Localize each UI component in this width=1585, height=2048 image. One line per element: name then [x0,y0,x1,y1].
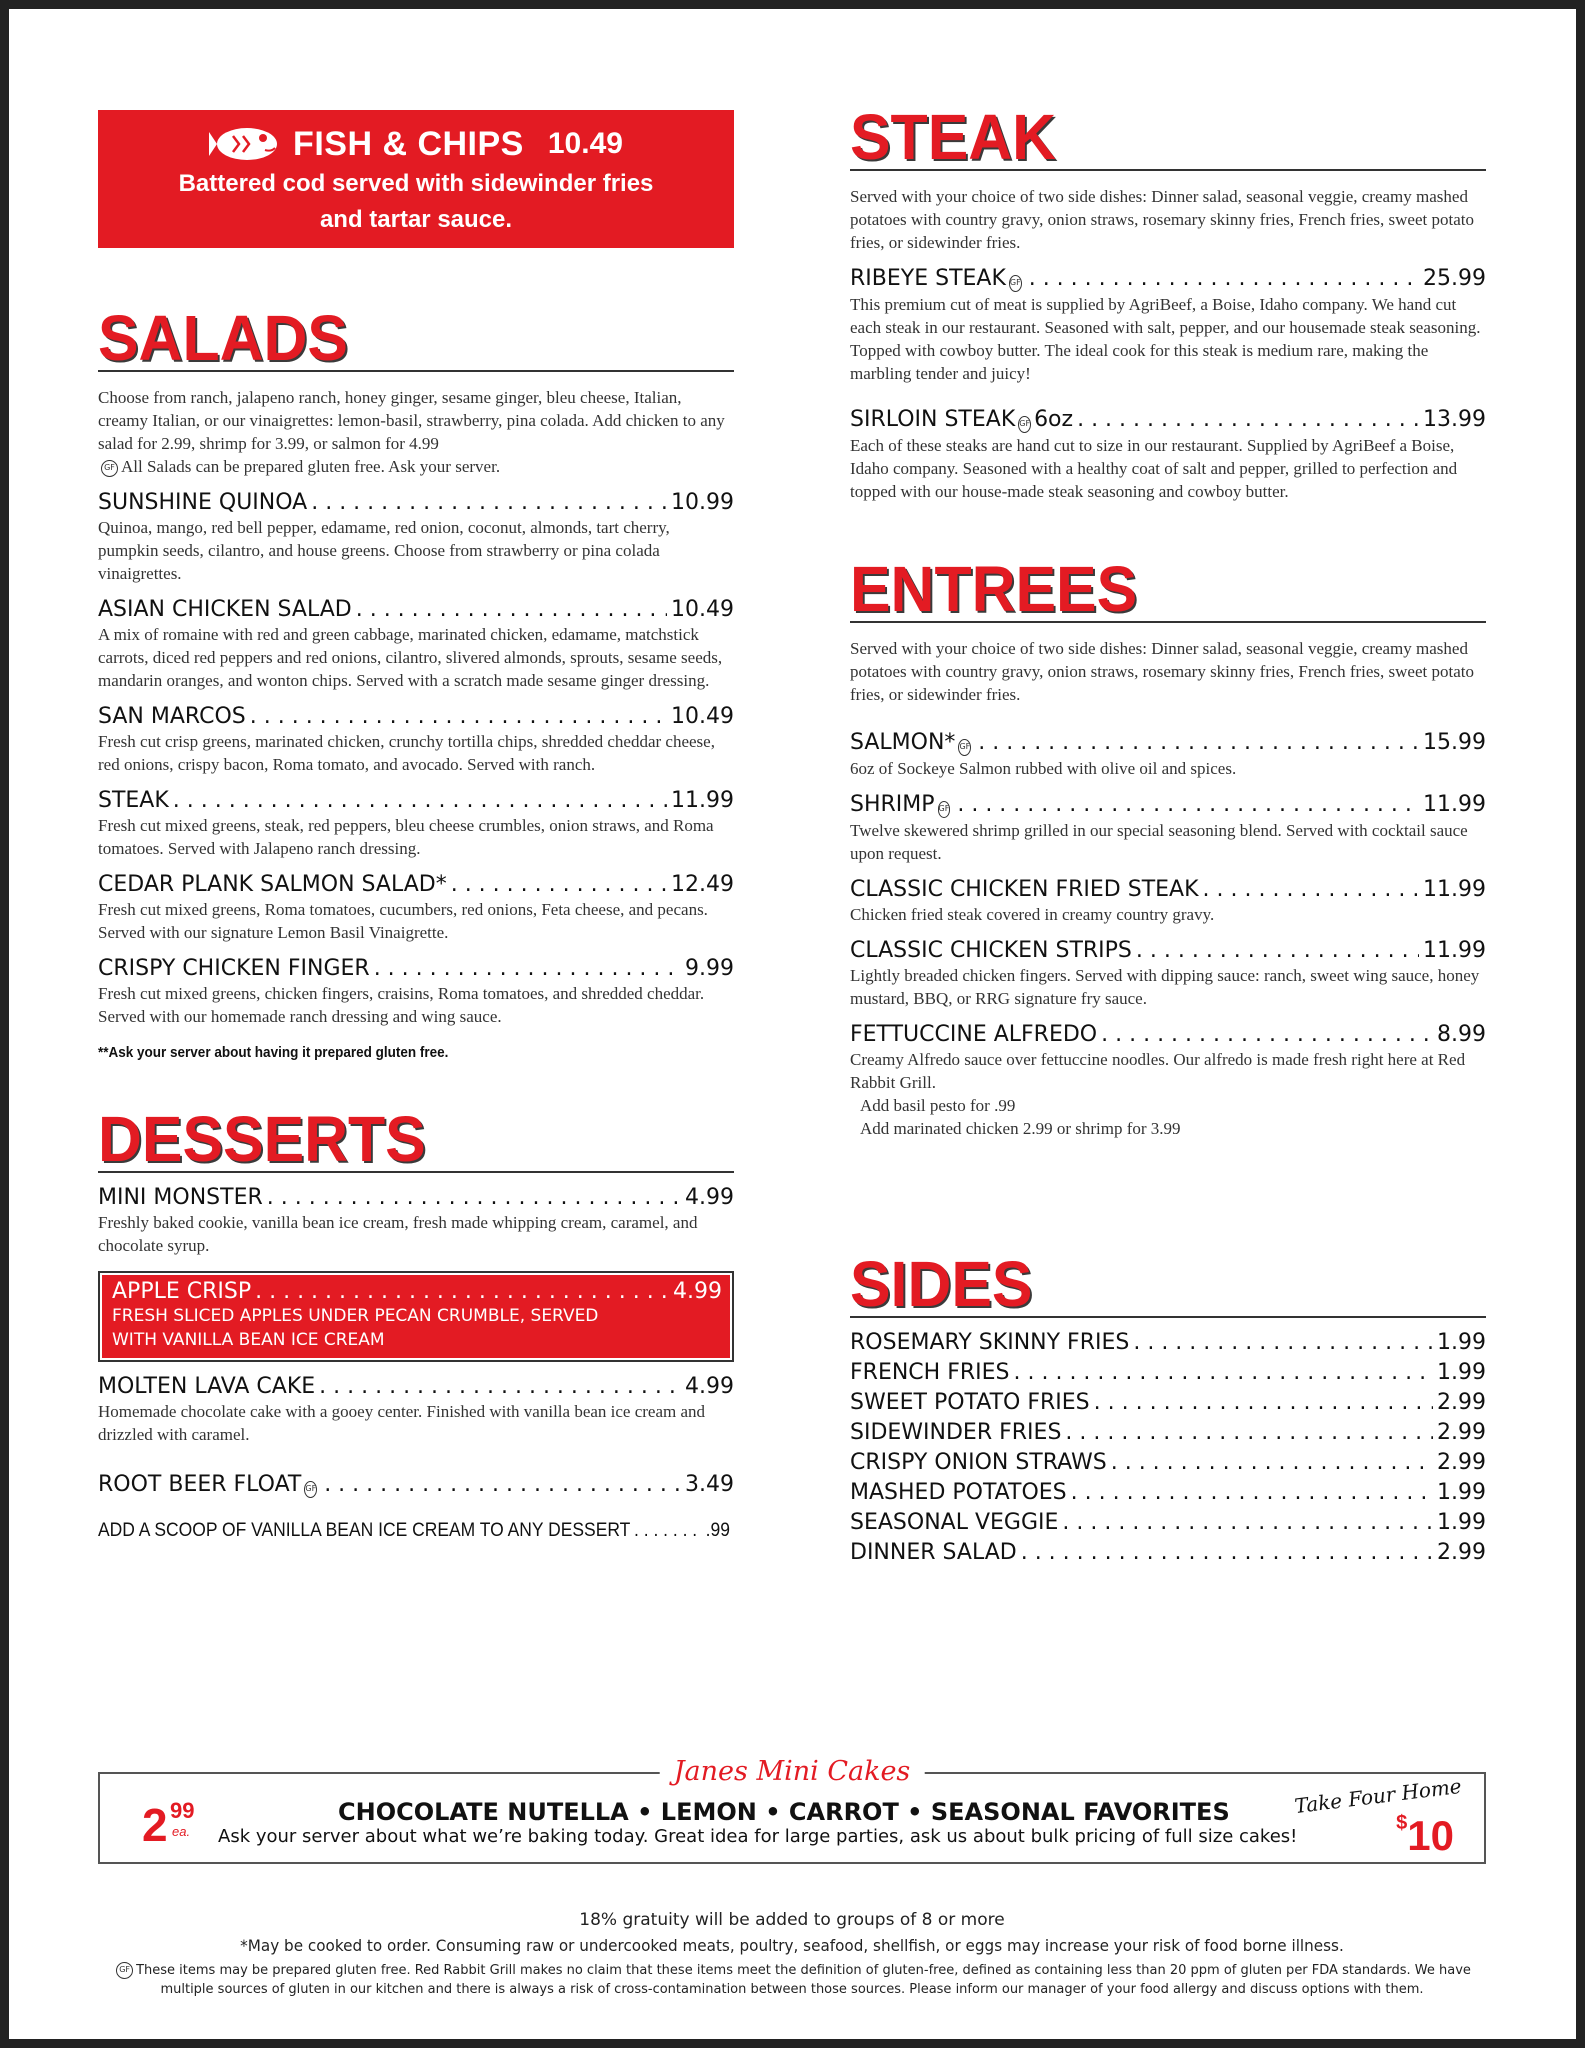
item-description: Twelve skewered shrimp grilled in our special seasoning blend. Served with cocktail sauce upon request. [850,821,1468,863]
menu-item [98,490,734,585]
leader-dots [1029,266,1419,291]
item-description: 6oz of Sockeye Salmon rubbed with olive oil and spices. [850,759,1237,778]
leader-dots [1077,407,1419,432]
leader-dots [319,1374,681,1399]
leader-dots [1203,877,1419,902]
fish-chips-banner [98,110,734,248]
item-price: 9.99 [685,956,734,981]
item-price: 2.99 [1437,1450,1486,1475]
menu-item [850,1022,1486,1140]
mini-cakes-flavors: CHOCOLATE NUTELLA • LEMON • CARROT • SEASONAL FAVORITES [338,1798,1230,1826]
gluten-free-icon: GF [101,460,118,477]
leader-dots [1021,1540,1433,1565]
side-item [850,1390,1486,1415]
item-name: SIRLOIN STEAK [850,407,1016,432]
item-description: Fresh cut mixed greens, chicken fingers, craisins, Roma tomatoes, and shredded cheddar. Served with our homemade ranch dressing and wing sauce. [98,984,705,1026]
side-item [850,1360,1486,1385]
salads-intro [98,386,734,478]
side-item [850,1420,1486,1445]
food-safety-warning: *May be cooked to order. Consuming raw or undercooked meats, poultry, seafood, shellfish, or eggs may increase your risk of food borne illness. [240,1936,1344,1955]
steak-intro: Served with your choice of two side dishes: Dinner salad, seasonal veggie, creamy mashed potatoes with country gravy, onion straws, rosemary skinny fries, French fries, sweet potato fries, or sidewinder fries. [850,187,1474,252]
item-description: Each of these steaks are hand cut to size in our restaurant. Supplied by AgriBeef a Boise, Idaho company. Seasoned with a healthy coat of salt and pepper, grilled to perfection and topped with our house-made steak seasoning and cowboy butter. [850,436,1458,501]
side-item [850,1330,1486,1355]
leader-dots [1065,1420,1433,1445]
item-name: MINI MONSTER [98,1185,263,1210]
fish-icon [209,124,283,164]
item-price: 10.49 [671,704,734,729]
take-four-home: Take Four Home [1293,1773,1463,1819]
menu-item [98,872,734,944]
item-name: APPLE CRISP [112,1279,252,1304]
leader-dots [1062,1510,1433,1535]
menu-item [98,1185,734,1257]
item-name: CRISPY CHICKEN FINGER [98,956,370,981]
leader-dots [978,730,1419,755]
mini-cakes-price [142,1798,195,1852]
fish-chips-desc-1: Battered cod served with sidewinder fries [178,170,654,197]
item-name: DINNER SALAD [850,1540,1017,1565]
leader-dots [1014,1360,1434,1385]
item-price: 25.99 [1423,266,1486,291]
item-description: Fresh cut mixed greens, steak, red peppers, bleu cheese crumbles, onion straws, and Roma tomatoes. Served with Jalapeno ranch dressing. [98,816,714,858]
item-name: RIBEYE STEAK [850,266,1006,291]
gratuity-notice: 18% gratuity will be added to groups of 8 or more [579,1910,1005,1930]
salads-footnote: **Ask your server about having it prepared gluten free. [98,1044,449,1061]
desserts-heading-row [98,1103,734,1175]
apple-crisp-desc-2: WITH VANILLA BEAN ICE CREAM [112,1330,385,1350]
apple-crisp-desc-1: FRESH SLICED APPLES UNDER PECAN CRUMBLE, SERVED [112,1306,599,1326]
dollar-sign: $ [1396,1812,1408,1834]
item-price: 4.99 [685,1185,734,1210]
take-four-price [1396,1812,1454,1860]
item-price: 11.99 [1423,938,1486,963]
gluten-free-icon: GF [304,1481,317,1498]
item-price: 12.49 [671,872,734,897]
left-column [98,110,734,1542]
sides-list [850,1330,1486,1565]
leader-dots [173,788,667,813]
gluten-free-disclaimer [98,1961,1486,1999]
item-name: SIDEWINDER FRIES [850,1420,1062,1445]
salads-gf-note: All Salads can be prepared gluten free. Ask your server. [121,457,501,476]
menu-item [850,877,1486,926]
item-price: 1.99 [1437,1360,1486,1385]
steak-heading-row [850,101,1486,173]
item-price: 2.99 [1437,1390,1486,1415]
menu-item [98,597,734,692]
leader-dots [634,1520,702,1542]
item-description: Quinoa, mango, red bell pepper, edamame, red onion, coconut, almonds, tart cherry, pumpkin seeds, cilantro, and house greens. Choose from strawberry or pina colada vinaigrettes. [98,518,670,583]
item-description: Freshly baked cookie, vanilla bean ice cream, fresh made whipping cream, caramel, and chocolate syrup. [98,1213,698,1255]
item-price: 15.99 [1423,730,1486,755]
desserts-heading: DESSERTS [98,1103,426,1175]
side-item [850,1450,1486,1475]
menu-item [850,730,1486,780]
item-price: 1.99 [1437,1510,1486,1535]
item-name: ROSEMARY SKINNY FRIES [850,1330,1130,1355]
footer [98,1910,1486,1999]
item-name: FRENCH FRIES [850,1360,1010,1385]
leader-dots [311,490,667,515]
fish-chips-desc-2: and tartar sauce. [319,206,513,233]
item-name: CLASSIC CHICKEN FRIED STEAK [850,877,1199,902]
item-price: 1.99 [1437,1330,1486,1355]
leader-dots [267,1185,681,1210]
menu-item [98,704,734,776]
apple-crisp-feature [98,1271,734,1362]
item-name: SWEET POTATO FRIES [850,1390,1090,1415]
menu-item [850,266,1486,385]
menu-item [850,792,1486,865]
take-four-amount: 10 [1407,1812,1454,1859]
leader-dots [374,956,681,981]
item-price: 10.49 [671,597,734,622]
item-description: Fresh cut mixed greens, Roma tomatoes, cucumbers, red onions, Feta cheese, and pecans. Served with our signature Lemon Basil Vinaigrette. [98,900,708,942]
alfredo-addon-protein: Add marinated chicken 2.99 or shrimp for 3.99 [860,1119,1181,1138]
item-price: 4.99 [673,1279,722,1304]
entrees-heading-row [850,553,1486,625]
price-cents: 99 [170,1798,195,1823]
item-description: Chicken fried steak covered in creamy country gravy. [850,905,1215,924]
sides-heading-row [850,1248,1486,1320]
item-name: SALMON* [850,730,956,755]
item-name: SUNSHINE QUINOA [98,490,308,515]
item-name: STEAK [98,788,169,813]
item-price: 11.99 [1423,792,1486,817]
gluten-free-icon: GF [116,1962,133,1979]
item-size: 6oz [1034,407,1074,432]
item-name: SAN MARCOS [98,704,246,729]
fish-chips-title: FISH & CHIPS [293,124,524,163]
price-each: ea. [172,1824,191,1839]
entrees-intro: Served with your choice of two side dishes: Dinner salad, seasonal veggie, creamy mashed potatoes with country gravy, onion straws, rosemary skinny fries, French fries, sweet potato fries, or sidewinder fries. [850,639,1474,704]
leader-dots [1111,1450,1433,1475]
right-column [850,101,1486,1565]
leader-dots [324,1472,681,1497]
mini-cakes-box [98,1756,1486,1864]
item-price: 3.49 [685,1472,734,1497]
gluten-free-icon: GF [1009,275,1022,292]
menu-item [98,1374,734,1446]
fish-chips-price: 10.49 [547,127,623,160]
sides-heading: SIDES [850,1248,1033,1320]
salads-heading-row [98,302,734,374]
mini-cakes-ask: Ask your server about what we’re baking today. Great idea for large parties, ask us about bulk pricing of full size cakes! [218,1826,1298,1847]
leader-dots [255,1279,669,1304]
item-description: Homemade chocolate cake with a gooey center. Finished with vanilla bean ice cream and drizzled with caramel. [98,1402,706,1444]
item-price: 2.99 [1437,1540,1486,1565]
item-name: SEASONAL VEGGIE [850,1510,1059,1535]
addon-text: ADD A SCOOP OF VANILLA BEAN ICE CREAM TO ANY DESSERT [98,1520,631,1541]
item-price: 8.99 [1437,1022,1486,1047]
gf-disclaimer-text: These items may be prepared gluten free. Red Rabbit Grill makes no claim that these items meet the definition of gluten-free, defined as containing less than 20 ppm of gluten per FDA standards. We have multiple sources of gluten in our kitchen and there is always a risk of cross-contamination between those sources. Please inform our manager of your food allergy and discuss options with them. [136,1963,1471,1997]
leader-dots [1071,1480,1433,1505]
item-description: Creamy Alfredo sauce over fettuccine noodles. Our alfredo is made fresh right here at Red Rabbit Grill. [850,1050,1466,1092]
item-description: A mix of romaine with red and green cabbage, marinated chicken, edamame, matchstick carrots, diced red peppers and red onions, cilantro, slivered almonds, sprouts, sesame seeds, mandarin oranges, and wonton chips. Served with a scratch made sesame ginger dressing. [98,625,723,690]
item-price: 10.99 [671,490,734,515]
leader-dots [1133,1330,1433,1355]
item-name: CEDAR PLANK SALMON SALAD* [98,872,447,897]
item-price: 4.99 [685,1374,734,1399]
item-name: MOLTEN LAVA CAKE [98,1374,316,1399]
item-name: ASIAN CHICKEN SALAD [98,597,352,622]
menu-item [850,938,1486,1010]
leader-dots [957,792,1419,817]
item-price: 2.99 [1437,1420,1486,1445]
salads-heading: SALADS [98,302,348,374]
steak-heading: STEAK [850,101,1057,173]
item-price: 11.99 [671,788,734,813]
gluten-free-icon: GF [1018,416,1031,433]
gluten-free-icon: GF [958,739,971,756]
menu-item [98,1472,734,1498]
item-name: SHRIMP [850,792,935,817]
item-description: Fresh cut crisp greens, marinated chicken, crunchy tortilla chips, shredded cheddar cheese, red onions, crispy bacon, Roma tomato, and avocado. Served with ranch. [98,732,715,774]
item-name: MASHED POTATOES [850,1480,1067,1505]
mini-cakes-title: Janes Mini Cakes [660,1756,925,1787]
item-name: ROOT BEER FLOAT [98,1472,302,1497]
salads-intro-text: Choose from ranch, jalapeno ranch, honey ginger, sesame ginger, bleu cheese, Italian, creamy Italian, or our vinaigrettes: lemon-basil, strawberry, pina colada. Add chicken to any salad for 2.99, shrimp for 3.99, or salmon for 4.99 [98,388,725,453]
side-item [850,1480,1486,1505]
price-dollars: 2 [142,1799,168,1851]
gluten-free-icon: GF [938,801,951,818]
item-price: 13.99 [1423,407,1486,432]
alfredo-addon-pesto: Add basil pesto for .99 [860,1096,1016,1115]
dessert-addon [98,1520,730,1542]
menu-item [98,956,734,1028]
item-price: 11.99 [1423,877,1486,902]
item-name: CLASSIC CHICKEN STRIPS [850,938,1132,963]
addon-price: .99 [705,1520,730,1541]
side-item [850,1510,1486,1535]
item-name: FETTUCCINE ALFREDO [850,1022,1098,1047]
item-description: Lightly breaded chicken fingers. Served with dipping sauce: ranch, sweet wing sauce, honey mustard, BBQ, or RRG signature fry sauce. [850,966,1480,1008]
leader-dots [1094,1390,1433,1415]
menu-item [98,788,734,860]
leader-dots [1101,1022,1433,1047]
menu-item [850,407,1486,503]
side-item [850,1540,1486,1565]
item-price: 1.99 [1437,1480,1486,1505]
leader-dots [250,704,667,729]
leader-dots [451,872,667,897]
item-description: This premium cut of meat is supplied by AgriBeef, a Boise, Idaho company. We hand cut each steak in our restaurant. Seasoned with salt, pepper, and our housemade steak seasoning. Topped with cowboy butter. The ideal cook for this steak is medium rare, making the marbling tender and juicy! [850,295,1481,383]
item-name: CRISPY ONION STRAWS [850,1450,1107,1475]
entrees-heading: ENTREES [850,553,1138,625]
leader-dots [356,597,667,622]
leader-dots [1136,938,1419,963]
